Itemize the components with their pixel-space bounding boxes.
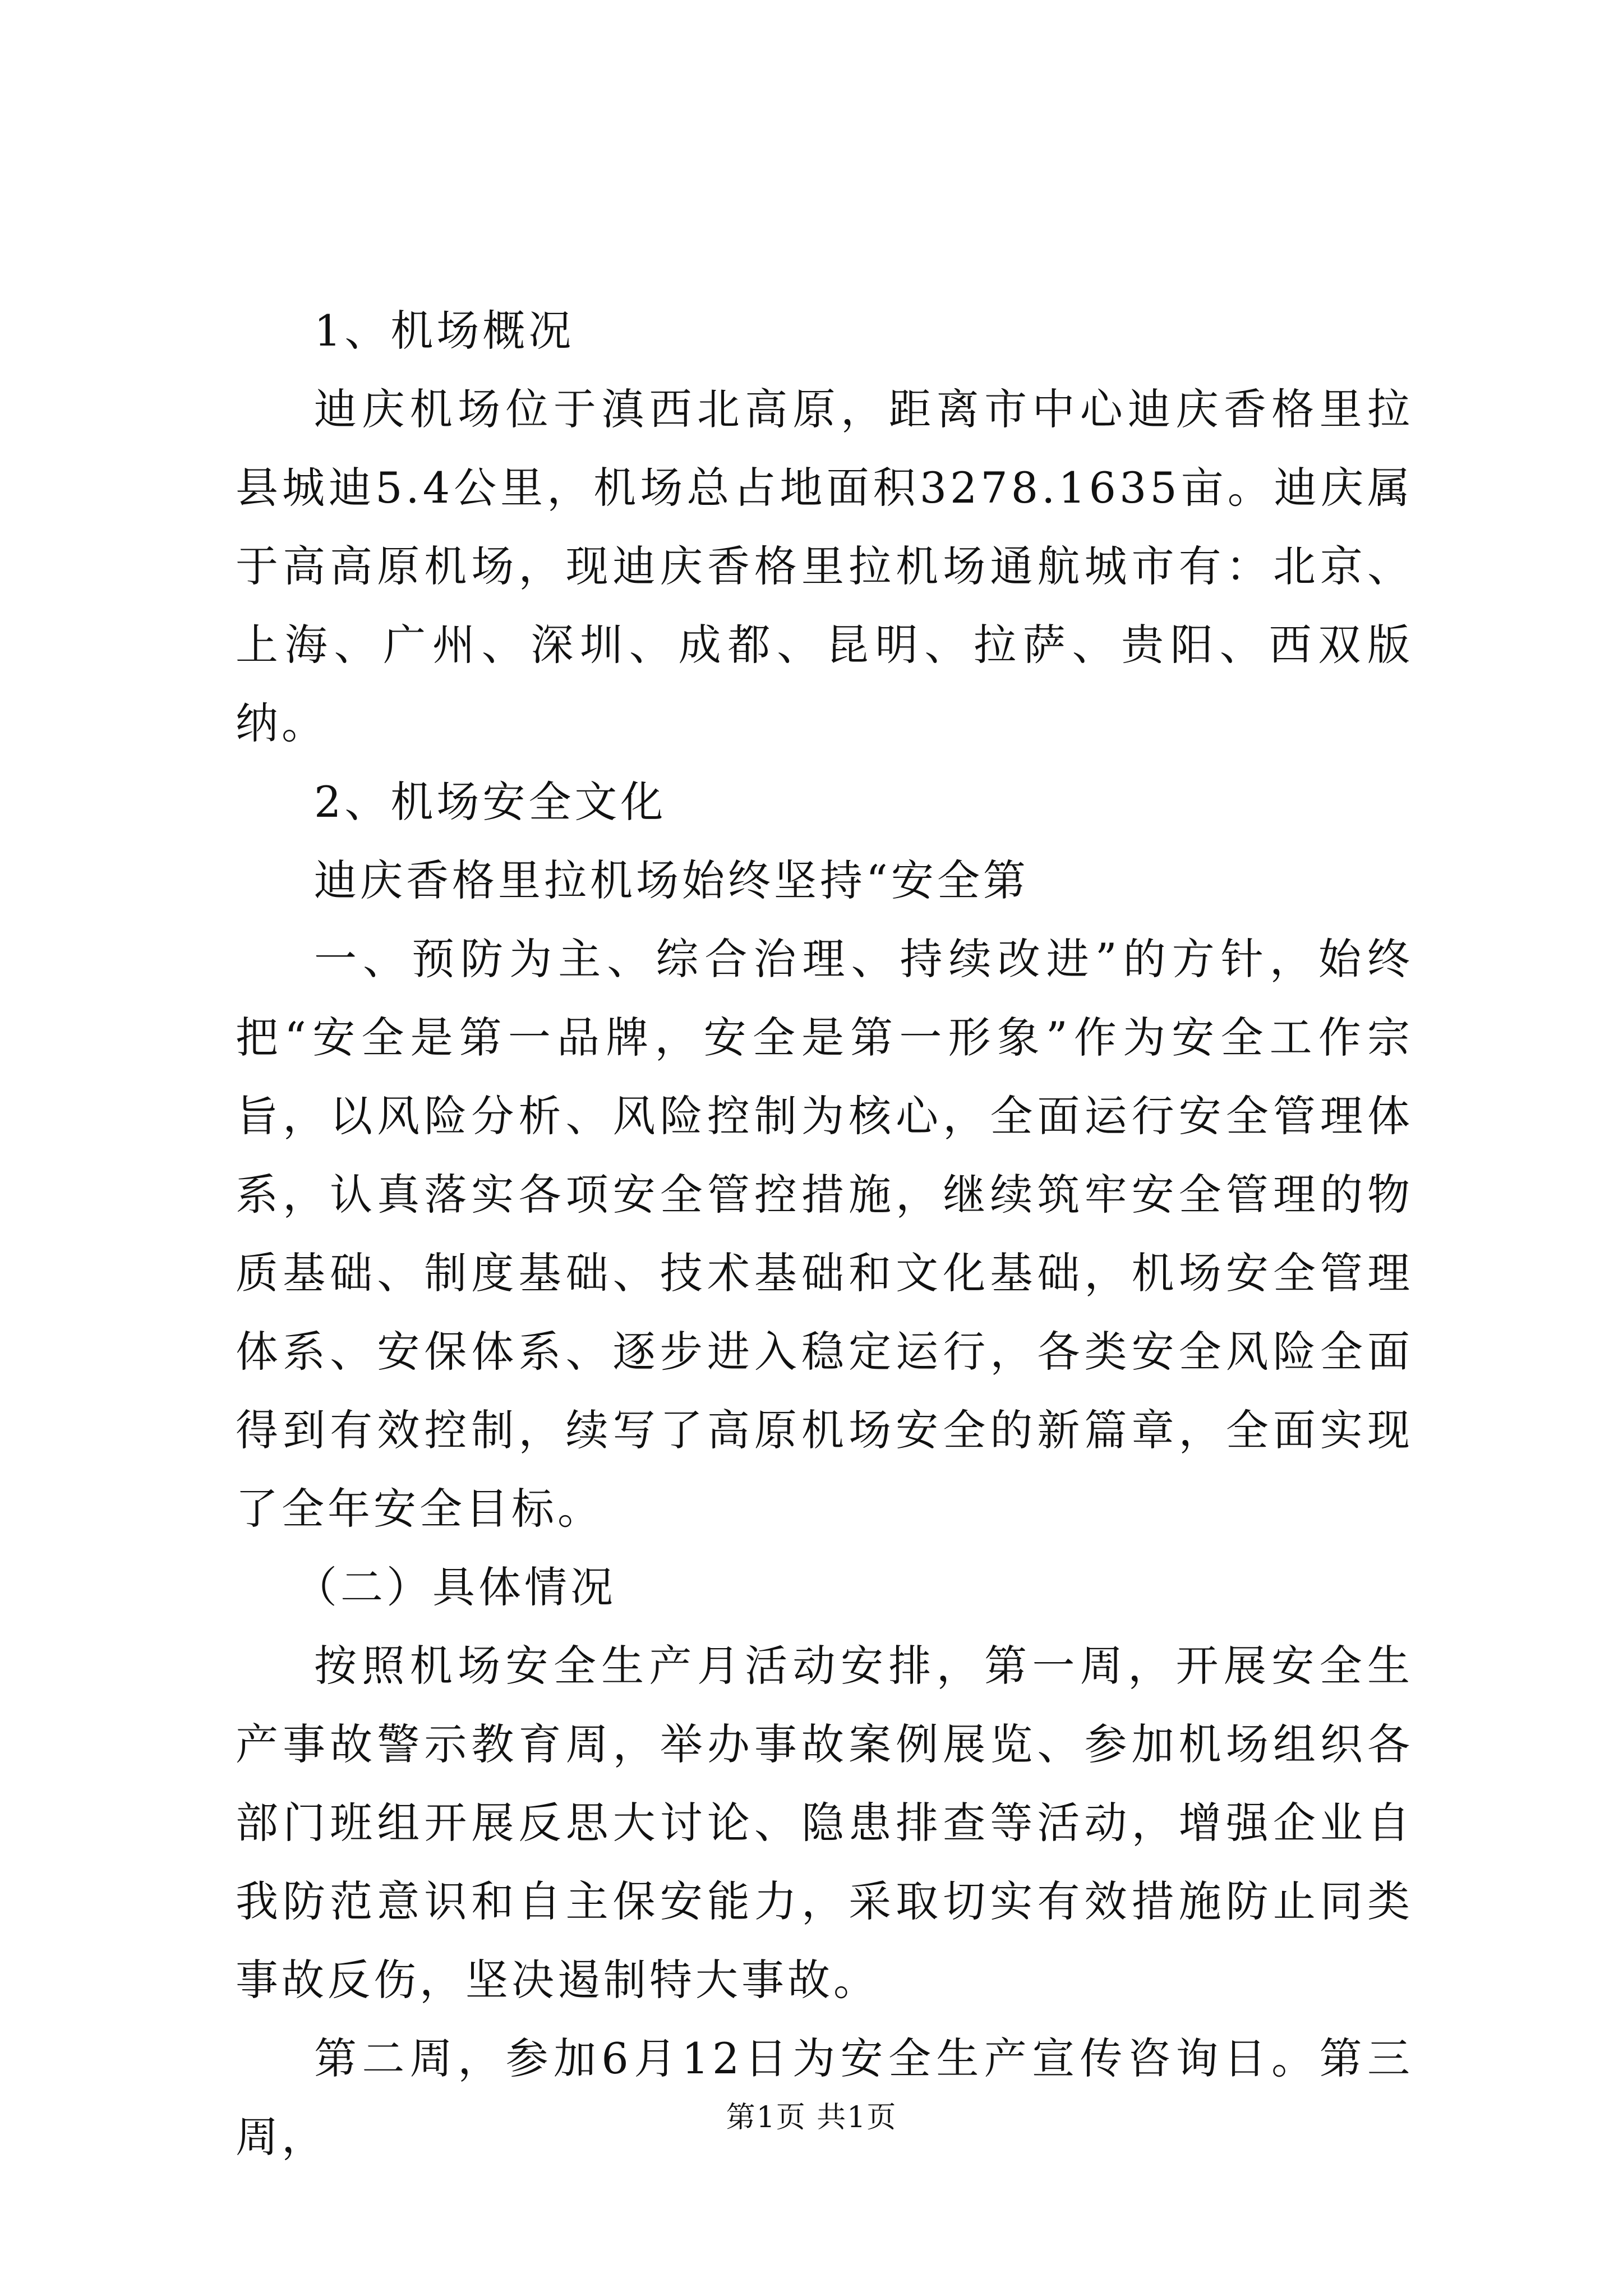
paragraph-airport-overview: 迪庆机场位于滇西北高原，距离市中心迪庆香格里拉县城迪5.4公里，机场总占地面积3278.1635亩。迪庆属于高高原机场，现迪庆香格里拉机场通航城市有：北京、上海、广州、深圳、成都、昆明、拉萨、贵阳、西双版纳。 — [236, 384, 1413, 748]
section-heading-airport-overview: 1、机场概况 — [314, 306, 575, 356]
paragraph-safety-culture-intro: 迪庆香格里拉机场始终坚持“安全第 — [314, 855, 1029, 905]
document-body — [236, 292, 1413, 2177]
page-footer: 第1页 共1页 — [726, 2101, 897, 2134]
section-heading-specific-situation: （二）具体情况 — [294, 1562, 616, 1612]
paragraph-safety-month-week-one: 按照机场安全生产月活动安排，第一周，开展安全生产事故警示教育周，举办事故案例展览、参加机场组织各部门班组开展反思大讨论、隐患排查等活动，增强企业自我防范意识和自主保安能力，采取切实有效措施防止同类事故反伤，坚决遏制特大事故。 — [236, 1641, 1413, 2005]
paragraph-safety-culture: 一、预防为主、综合治理、持续改进”的方针，始终把“安全是第一品牌，安全是第一形象”作为安全工作宗旨，以风险分析、风险控制为核心，全面运行安全管理体系，认真落实各项安全管控措施，继续筑牢安全管理的物质基础、制度基础、技术基础和文化基础，机场安全管理体系、安保体系、逐步进入稳定运行，各类安全风险全面得到有效控制，续写了高原机场安全的新篇章，全面实现了全年安全目标。 — [236, 934, 1413, 1534]
section-heading-safety-culture: 2、机场安全文化 — [314, 777, 667, 827]
paragraph-safety-month-week-two: 第二周，参加6月12日为安全生产宣传咨询日。第三周， — [236, 2033, 1413, 2162]
